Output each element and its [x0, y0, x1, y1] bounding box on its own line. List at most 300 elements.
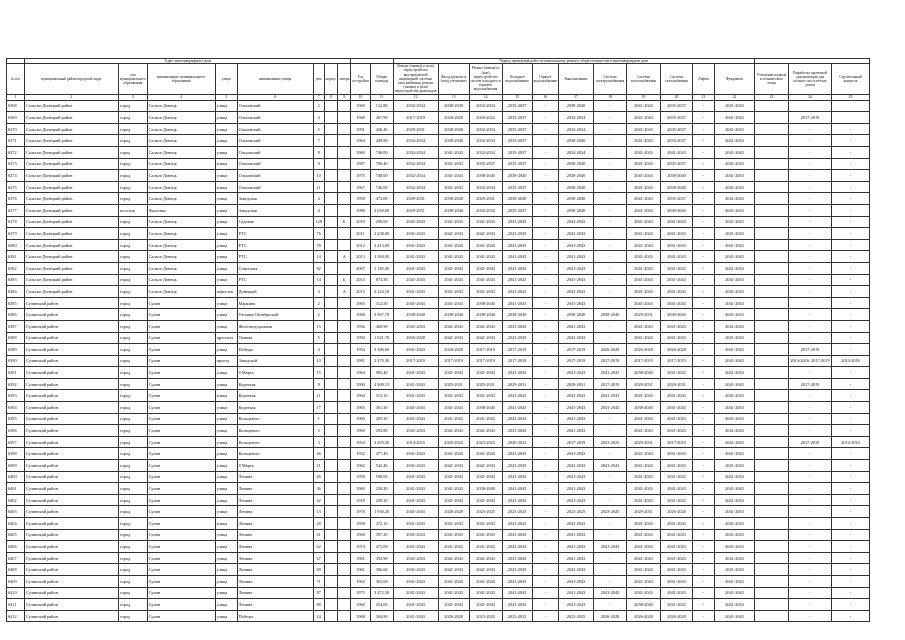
table-cell: 6410: [7, 587, 25, 599]
table-cell: Кольцевого: [237, 448, 313, 460]
table-cell: 2026-2028: [393, 332, 438, 344]
table-cell: -: [832, 367, 870, 379]
table-row: [7, 575, 870, 587]
table-cell: Сулин: [147, 390, 215, 402]
table-cell: [324, 564, 337, 576]
table-cell: 2041-2043: [469, 274, 502, 286]
table-cell: -: [532, 344, 558, 356]
column-header: литера: [338, 64, 351, 94]
table-cell: 2041-2043: [715, 436, 755, 448]
table-cell: Сальско-Донецкий район: [25, 181, 119, 193]
table-cell: 2041-2043: [502, 483, 532, 495]
table-cell: Сальск-Донецк: [147, 251, 215, 263]
table-cell: [338, 228, 351, 240]
table-cell: 2041-2043: [715, 344, 755, 356]
table-cell: 2041-2043: [715, 147, 755, 159]
table-row: [7, 413, 870, 425]
table-cell: улица: [215, 251, 237, 263]
table-cell: 2041-2043: [715, 332, 755, 344]
table-cell: Заводская: [237, 204, 313, 216]
table-cell: -: [532, 425, 558, 437]
table-cell: 2041-2043: [627, 587, 661, 599]
table-cell: Сулинский район: [25, 552, 119, 564]
table-cell: Сальско-Донецкий район: [25, 147, 119, 159]
table-cell: улица: [215, 518, 237, 530]
table-cell: [324, 135, 337, 147]
table-cell: 2038-2040: [502, 170, 532, 182]
column-number: 9: [338, 94, 351, 100]
table-cell: 1954: [351, 436, 370, 448]
table-cell: -: [594, 286, 627, 298]
table-cell: -: [832, 228, 870, 240]
table-cell: 2029-2031: [469, 193, 502, 205]
table-cell: [324, 425, 337, 437]
table-cell: 2041-2043: [502, 251, 532, 263]
table-cell: 2041-2043: [559, 228, 594, 240]
table-cell: -: [532, 297, 558, 309]
table-cell: 6393: [7, 390, 25, 402]
table-cell: Короткая: [237, 378, 313, 390]
table-cell: Сулинский район: [25, 575, 119, 587]
table-cell: -: [832, 518, 870, 530]
table-cell: -: [532, 123, 558, 135]
table-cell: -: [693, 239, 715, 251]
table-cell: -: [693, 483, 715, 495]
table-cell: 2041-2043: [393, 286, 438, 298]
table-cell: Советская: [237, 262, 313, 274]
column-number: 25: [832, 94, 870, 100]
table-cell: 2017-2019: [789, 112, 832, 124]
table-cell: -: [789, 309, 832, 321]
table-cell: -: [594, 320, 627, 332]
table-cell: 6383: [7, 274, 25, 286]
table-cell: 2020-2022: [502, 436, 532, 448]
table-cell: -: [832, 309, 870, 321]
table-cell: 2041-2043: [502, 552, 532, 564]
table-row: [7, 518, 870, 530]
table-cell: 6398: [7, 448, 25, 460]
table-cell: 6386: [7, 309, 25, 321]
table-cell: 230,20: [370, 483, 393, 495]
table-cell: 363,00: [370, 575, 393, 587]
table-cell: 2038-2040: [438, 204, 469, 216]
column-number: 19: [627, 94, 661, 100]
column-number: 24: [789, 94, 832, 100]
table-cell: 2041-2043: [715, 529, 755, 541]
table-cell: Сулинский район: [25, 460, 119, 472]
table-cell: 2041-2043: [393, 610, 438, 622]
table-cell: 2041-2043: [627, 529, 661, 541]
table-row: [7, 599, 870, 611]
table-cell: 13: [313, 506, 324, 518]
table-cell: 2041-2043: [438, 448, 469, 460]
table-cell: 2041-2043: [661, 587, 693, 599]
table-cell: 746,00: [370, 181, 393, 193]
table-cell: -: [832, 286, 870, 298]
table-cell: 473,00: [370, 541, 393, 553]
table-cell: Сальск-Донецк: [147, 216, 215, 228]
table-cell: -: [832, 390, 870, 402]
table-cell: [755, 112, 789, 124]
table-cell: 5: [313, 425, 324, 437]
table-cell: Ольховский: [237, 112, 313, 124]
table-cell: 2041-2043: [594, 367, 627, 379]
table-cell: -: [693, 413, 715, 425]
table-row: [7, 135, 870, 147]
table-cell: 2041-2043: [627, 170, 661, 182]
table-cell: город: [119, 483, 148, 495]
table-cell: [755, 402, 789, 414]
table-cell: улица: [215, 610, 237, 622]
table-row: [7, 460, 870, 472]
table-cell: -: [693, 158, 715, 170]
table-cell: -: [532, 506, 558, 518]
table-cell: -: [789, 228, 832, 240]
table-cell: 2041-2043: [661, 147, 693, 159]
table-cell: улица: [215, 344, 237, 356]
table-cell: 36: [313, 483, 324, 495]
table-cell: -: [832, 170, 870, 182]
table-cell: 2041-2043: [715, 460, 755, 472]
table-cell: 1967: [351, 181, 370, 193]
table-cell: 2041-2043: [393, 529, 438, 541]
table-cell: [755, 587, 789, 599]
table-cell: Б: [338, 274, 351, 286]
table-cell: -: [594, 100, 627, 112]
table-cell: -: [789, 552, 832, 564]
table-cell: Сулин: [147, 599, 215, 611]
table-cell: 3 295,30: [370, 436, 393, 448]
table-cell: [324, 344, 337, 356]
table-cell: 2041-2043: [715, 587, 755, 599]
table-cell: 2041-2043: [393, 228, 438, 240]
table-cell: 2041-2043: [715, 193, 755, 205]
table-cell: улица: [215, 262, 237, 274]
column-header: наименование улицы: [237, 64, 313, 94]
table-cell: 2041-2043: [438, 297, 469, 309]
table-cell: 8 Марта: [237, 367, 313, 379]
table-cell: 2041-2043: [559, 297, 594, 309]
table-cell: город: [119, 436, 148, 448]
table-cell: -: [594, 239, 627, 251]
table-cell: Сулинский район: [25, 610, 119, 622]
table-cell: -: [789, 390, 832, 402]
table-cell: 2041-2043: [559, 402, 594, 414]
table-cell: -: [789, 135, 832, 147]
table-cell: Маркина: [237, 297, 313, 309]
table-cell: 2035-2037: [661, 135, 693, 147]
table-cell: 8 Марта: [237, 460, 313, 472]
table-cell: 2038-2040: [438, 100, 469, 112]
table-cell: Сулин: [147, 309, 215, 321]
table-cell: 2041-2043: [627, 483, 661, 495]
table-cell: 1962: [351, 575, 370, 587]
table-cell: 2041-2043: [594, 402, 627, 414]
table-cell: [338, 135, 351, 147]
table-cell: 2023-2025: [559, 506, 594, 518]
table-cell: -: [832, 564, 870, 576]
table-cell: [324, 413, 337, 425]
table-cell: 1 930,20: [370, 506, 393, 518]
table-cell: город: [119, 309, 148, 321]
table-cell: Ленина: [237, 564, 313, 576]
table-row: [7, 332, 870, 344]
table-cell: 2041-2043: [715, 228, 755, 240]
table-cell: 4: [313, 112, 324, 124]
table-cell: 2026-2028: [438, 344, 469, 356]
table-cell: улица: [215, 100, 237, 112]
table-cell: Сулин: [147, 587, 215, 599]
column-header: Ремонт (замена) и (или) переустройство внутридомовой инженерной системы газоснабжения, ремонт (замена) и (или) переустройство дымоходов: [394, 64, 437, 94]
table-cell: 2038-2040: [661, 181, 693, 193]
table-cell: [324, 506, 337, 518]
table-cell: [338, 320, 351, 332]
table-cell: 2041-2043: [627, 471, 661, 483]
table-cell: 6378: [7, 216, 25, 228]
table-cell: -: [532, 251, 558, 263]
table-cell: -: [789, 320, 832, 332]
table-row: [7, 506, 870, 518]
table-cell: 2035-2037: [502, 147, 532, 159]
table-cell: [324, 378, 337, 390]
table-cell: [755, 610, 789, 622]
table-cell: 2041-2043: [661, 552, 693, 564]
table-cell: улица: [215, 158, 237, 170]
table-cell: 2029-2031: [393, 123, 438, 135]
table-cell: 4: [313, 204, 324, 216]
table-cell: 2041-2043: [661, 297, 693, 309]
table-cell: [755, 494, 789, 506]
table-cell: -: [693, 320, 715, 332]
table-cell: 473,00: [370, 193, 393, 205]
table-cell: улица: [215, 390, 237, 402]
table-cell: Короткая: [237, 390, 313, 402]
column-number: 17: [559, 94, 594, 100]
table-cell: 2041-2043: [661, 529, 693, 541]
table-cell: [324, 471, 337, 483]
table-cell: Ленина: [237, 529, 313, 541]
table-cell: 2041-2043: [715, 297, 755, 309]
table-row: [7, 239, 870, 251]
table-cell: город: [119, 575, 148, 587]
table-cell: -: [693, 378, 715, 390]
table-cell: 2014-2016: [832, 355, 870, 367]
table-cell: -: [832, 378, 870, 390]
table-cell: [324, 518, 337, 530]
table-cell: -: [532, 518, 558, 530]
table-cell: 6409: [7, 575, 25, 587]
table-cell: 1900: [351, 378, 370, 390]
table-cell: 2041-2043: [627, 297, 661, 309]
table-cell: Сальско-Донецкий район: [25, 204, 119, 216]
table-cell: [789, 100, 832, 112]
table-row: [7, 471, 870, 483]
table-cell: -: [789, 529, 832, 541]
table-cell: 2041-2043: [627, 541, 661, 553]
table-cell: -: [532, 228, 558, 240]
table-cell: город: [119, 123, 148, 135]
table-cell: 2041-2043: [438, 286, 469, 298]
table-cell: -: [832, 239, 870, 251]
table-cell: 2041-2043: [438, 390, 469, 402]
table-cell: [755, 274, 789, 286]
table-cell: -: [532, 332, 558, 344]
table-cell: -: [693, 274, 715, 286]
table-cell: [755, 518, 789, 530]
table-cell: Сальск-Донецк: [147, 228, 215, 240]
table-cell: 2038-2040: [502, 193, 532, 205]
table-cell: улица: [215, 112, 237, 124]
table-cell: [338, 158, 351, 170]
table-cell: 2041-2043: [469, 575, 502, 587]
table-cell: 6402: [7, 494, 25, 506]
table-cell: 2012: [351, 239, 370, 251]
table-cell: 2041-2043: [559, 448, 594, 460]
table-cell: 1960: [351, 413, 370, 425]
table-cell: 2041-2043: [715, 355, 755, 367]
table-cell: город: [119, 170, 148, 182]
table-cell: 2038-2040: [661, 204, 693, 216]
table-cell: улица: [215, 483, 237, 495]
table-cell: 2041-2043: [438, 518, 469, 530]
table-cell: 2032-2034: [469, 100, 502, 112]
table-cell: улица: [215, 274, 237, 286]
table-cell: РТС: [237, 274, 313, 286]
table-cell: 2038-2040: [627, 402, 661, 414]
table-cell: 2041-2043: [393, 390, 438, 402]
table-cell: Садовая: [237, 216, 313, 228]
table-cell: улица: [215, 552, 237, 564]
table-cell: 2041-2043: [594, 587, 627, 599]
table-cell: [324, 599, 337, 611]
table-cell: 2041-2043: [559, 529, 594, 541]
table-cell: 2035-2037: [502, 112, 532, 124]
table-row: [7, 228, 870, 240]
table-cell: город: [119, 320, 148, 332]
table-cell: [755, 320, 789, 332]
table-cell: -: [693, 518, 715, 530]
table-cell: 2038-2040: [559, 204, 594, 216]
table-cell: 6368: [7, 100, 25, 112]
table-cell: -: [532, 147, 558, 159]
table-cell: 2041-2043: [393, 378, 438, 390]
table-cell: -: [532, 216, 558, 228]
table-cell: 2035-2037: [661, 112, 693, 124]
table-cell: 2023-2025: [594, 436, 627, 448]
table-cell: 2041-2043: [627, 239, 661, 251]
table-cell: улица: [215, 135, 237, 147]
table-cell: 2041-2043: [469, 332, 502, 344]
table-cell: 2041-2043: [661, 483, 693, 495]
table-cell: 2032-2034: [393, 181, 438, 193]
table-cell: 2041-2043: [393, 274, 438, 286]
table-cell: -: [832, 135, 870, 147]
table-cell: Сулин: [147, 297, 215, 309]
table-cell: Сулин: [147, 413, 215, 425]
table-cell: улица: [215, 147, 237, 159]
table-cell: 2041-2043: [438, 552, 469, 564]
table-cell: 2041-2043: [715, 123, 755, 135]
table-cell: Сальск-Донецк: [147, 274, 215, 286]
table-cell: [324, 390, 337, 402]
column-header: Фундамент: [715, 64, 755, 94]
table-cell: 1975: [351, 587, 370, 599]
table-cell: -: [693, 402, 715, 414]
table-cell: 2032-2034: [393, 170, 438, 182]
table-cell: 28: [313, 518, 324, 530]
table-cell: -: [594, 262, 627, 274]
table-cell: Сальск-Донецк: [147, 112, 215, 124]
table-cell: 2029-2031: [438, 378, 469, 390]
table-cell: 2041-2043: [715, 448, 755, 460]
table-cell: 2017-2019: [438, 355, 469, 367]
table-cell: 873,50: [370, 274, 393, 286]
table-cell: Победы: [237, 610, 313, 622]
table-cell: 2041-2043: [661, 239, 693, 251]
table-cell: 983,40: [370, 367, 393, 379]
table-cell: 2041-2043: [661, 274, 693, 286]
table-cell: [338, 494, 351, 506]
table-cell: -: [594, 471, 627, 483]
table-cell: [338, 344, 351, 356]
table-cell: [324, 552, 337, 564]
column-number: 5: [215, 94, 237, 100]
table-cell: 2041-2043: [715, 564, 755, 576]
table-cell: 2029-2031: [393, 193, 438, 205]
table-cell: 42: [313, 494, 324, 506]
table-cell: -: [594, 135, 627, 147]
table-cell: 2041-2043: [469, 262, 502, 274]
table-cell: 2035-2037: [661, 193, 693, 205]
table-cell: 2017-2019: [393, 112, 438, 124]
table-cell: РТС: [237, 228, 313, 240]
table-cell: улица: [215, 529, 237, 541]
table-cell: [338, 378, 351, 390]
table-cell: 2 470,30: [370, 355, 393, 367]
table-cell: 2035-2037: [502, 100, 532, 112]
period-group-header: Период проведения работ по капитальному ремонту общего имущества в многоквартирном доме: [393, 59, 754, 64]
table-cell: 1961: [351, 564, 370, 576]
table-cell: [324, 448, 337, 460]
column-number: 22: [715, 94, 755, 100]
table-cell: 2041-2043: [559, 320, 594, 332]
table-cell: 2041-2043: [715, 135, 755, 147]
table-cell: улица: [215, 170, 237, 182]
table-cell: 392,90: [370, 552, 393, 564]
table-cell: 2041-2043: [502, 297, 532, 309]
table-cell: Сулинский район: [25, 587, 119, 599]
table-cell: 2041-2043: [715, 552, 755, 564]
table-cell: город: [119, 402, 148, 414]
table-cell: город: [119, 251, 148, 263]
table-cell: -: [693, 112, 715, 124]
table-cell: 6392: [7, 378, 25, 390]
table-cell: 2038-2040: [438, 135, 469, 147]
table-cell: Сулинский район: [25, 413, 119, 425]
table-row: [7, 193, 870, 205]
table-cell: 6395: [7, 413, 25, 425]
table-cell: 2038-2040: [559, 181, 594, 193]
table-cell: 2038-2040: [661, 170, 693, 182]
table-cell: [338, 147, 351, 159]
table-cell: 2041-2043: [393, 239, 438, 251]
table-cell: Сальск-Донецк: [147, 100, 215, 112]
table-cell: 2026-2028: [594, 610, 627, 622]
table-cell: -: [532, 286, 558, 298]
table-cell: [338, 193, 351, 205]
table-cell: 2041-2043: [469, 460, 502, 472]
table-cell: Сулин: [147, 552, 215, 564]
